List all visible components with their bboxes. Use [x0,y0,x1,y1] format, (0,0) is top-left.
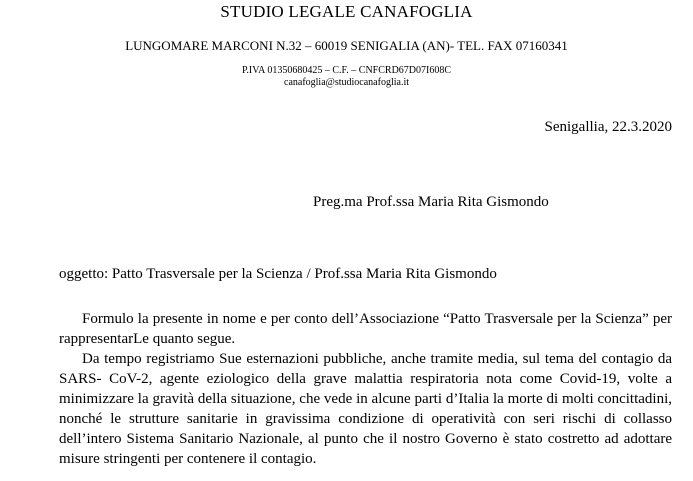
firm-address: LUNGOMARE MARCONI N.32 – 60019 SENIGALIA (AN)- TEL. FAX 07160341 [125,38,568,53]
letter-date: Senigallia, 22.3.2020 [544,119,672,135]
firm-email: canafoglia@studiocanafoglia.it [284,77,409,88]
body-paragraph-1: Formulo la presente in nome e per conto dell’Associazione “Patto Trasversale per la Scienza” per rappresentarLe quanto segue. [59,311,672,347]
recipient: Preg.ma Prof.ssa Maria Rita Gismondo [313,194,549,210]
firm-tax-ids: P.IVA 01350680425 – C.F. – CNFCRD67D07I608C [241,65,452,76]
subject-line: oggetto: Patto Trasversale per la Scienza / Prof.ssa Maria Rita Gismondo [59,266,497,282]
body-paragraph-2: Da tempo registriamo Sue esternazioni pubbliche, anche tramite media, sul tema del contagio da SARS- CoV-2, agente eziologico della grave malattia respiratoria nota come Covid-19, volte a minimizzare la gravità della situazione, che vede in alcune parti d’Italia la morte di molti concittadini, nonché le strutture sanitarie in gravissima condizione di operatività con seri rischi di collasso dell’intero Sistema Sanitario Nazionale, al punto che il nostro Governo è stato costretto ad adottare misure stringenti per contenere il contagio. [59,351,672,467]
firm-name: STUDIO LEGALE CANAFOGLIA [220,2,473,21]
